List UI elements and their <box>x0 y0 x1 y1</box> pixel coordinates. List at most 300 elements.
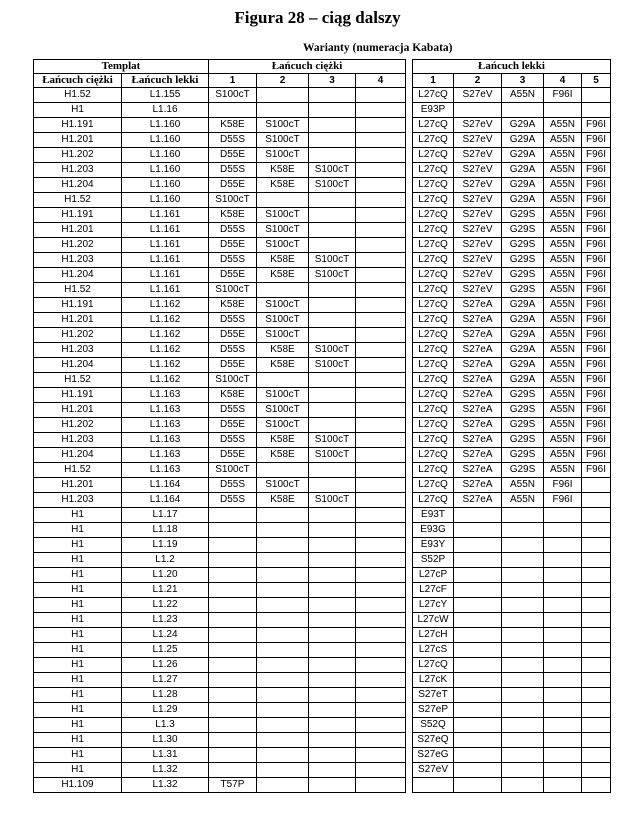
column-gap <box>406 253 413 268</box>
light-variant-cell <box>454 628 502 643</box>
heavy-variant-cell <box>309 568 356 583</box>
column-gap <box>406 223 413 238</box>
column-gap <box>406 88 413 103</box>
heavy-variant-cell <box>356 583 406 598</box>
light-variant-cell: F96I <box>582 133 611 148</box>
template-light-cell: L1.32 <box>122 778 209 793</box>
light-variant-cell: L27cK <box>413 673 454 688</box>
light-variant-cell <box>582 553 611 568</box>
column-gap <box>406 553 413 568</box>
template-light-cell: L1.163 <box>122 463 209 478</box>
light-variant-cell <box>502 568 544 583</box>
light-variant-cell: E93P <box>413 103 454 118</box>
heavy-col-header: 3 <box>309 74 356 88</box>
template-light-cell: L1.162 <box>122 358 209 373</box>
column-gap <box>406 403 413 418</box>
heavy-variant-cell: S100cT <box>309 178 356 193</box>
light-variant-cell: G29A <box>502 148 544 163</box>
light-variant-cell: S27eA <box>454 493 502 508</box>
heavy-variant-cell: S100cT <box>309 358 356 373</box>
table-row <box>34 298 611 313</box>
table-row <box>34 178 611 193</box>
light-variant-cell: L27cY <box>413 598 454 613</box>
light-variant-cell <box>544 763 582 778</box>
light-variant-cell: F96I <box>582 118 611 133</box>
heavy-variant-cell: D55S <box>209 223 257 238</box>
template-light-cell: L1.27 <box>122 673 209 688</box>
light-variant-cell <box>582 718 611 733</box>
column-gap <box>406 133 413 148</box>
light-variant-cell: E93Y <box>413 538 454 553</box>
heavy-variant-cell <box>356 733 406 748</box>
column-gap <box>406 733 413 748</box>
light-variant-cell: G29S <box>502 238 544 253</box>
heavy-variant-cell: K58E <box>257 448 309 463</box>
template-light-cell: L1.19 <box>122 538 209 553</box>
table-row <box>34 718 611 733</box>
light-variant-cell <box>544 778 582 793</box>
heavy-variant-cell <box>356 103 406 118</box>
template-light-cell: L1.162 <box>122 298 209 313</box>
heavy-variant-cell <box>209 748 257 763</box>
variants-light-chain-header: Łańcuch lekki <box>413 60 611 74</box>
heavy-variant-cell <box>309 778 356 793</box>
light-variant-cell <box>582 703 611 718</box>
light-variant-cell: S27eV <box>454 163 502 178</box>
heavy-variant-cell <box>309 733 356 748</box>
heavy-variant-cell: K58E <box>257 433 309 448</box>
light-variant-cell: G29A <box>502 373 544 388</box>
column-gap <box>406 283 413 298</box>
light-variant-cell <box>454 778 502 793</box>
table-row <box>34 388 611 403</box>
light-variant-cell: A55N <box>544 373 582 388</box>
template-heavy-cell: H1 <box>34 613 122 628</box>
template-light-cell: L1.16 <box>122 103 209 118</box>
table-row <box>34 538 611 553</box>
template-light-cell: L1.163 <box>122 448 209 463</box>
column-gap <box>406 60 413 74</box>
heavy-variant-cell <box>309 88 356 103</box>
heavy-variant-cell: S100cT <box>309 343 356 358</box>
heavy-variant-cell <box>209 763 257 778</box>
column-gap <box>406 688 413 703</box>
heavy-variant-cell <box>309 148 356 163</box>
table-row <box>34 163 611 178</box>
light-variant-cell <box>502 628 544 643</box>
template-heavy-cell: H1.201 <box>34 403 122 418</box>
light-variant-cell <box>544 508 582 523</box>
table-row <box>34 103 611 118</box>
light-variant-cell <box>582 613 611 628</box>
light-variant-cell: S27eV <box>454 193 502 208</box>
template-heavy-cell: H1.202 <box>34 328 122 343</box>
heavy-variant-cell <box>209 583 257 598</box>
table-row <box>34 328 611 343</box>
table-row <box>34 703 611 718</box>
template-heavy-cell: H1.204 <box>34 178 122 193</box>
light-variant-cell: F96I <box>582 268 611 283</box>
heavy-variant-cell <box>257 523 309 538</box>
template-heavy-cell: H1.203 <box>34 343 122 358</box>
heavy-variant-cell <box>257 508 309 523</box>
column-gap <box>406 583 413 598</box>
light-variant-cell: S27eA <box>454 418 502 433</box>
table-row <box>34 508 611 523</box>
template-heavy-cell: H1 <box>34 658 122 673</box>
light-variant-cell: A55N <box>544 388 582 403</box>
column-gap <box>406 703 413 718</box>
light-variant-cell: A55N <box>544 118 582 133</box>
table-row <box>34 553 611 568</box>
heavy-variant-cell: S100cT <box>257 388 309 403</box>
light-variant-cell <box>502 733 544 748</box>
heavy-variant-cell: D55S <box>209 343 257 358</box>
column-gap <box>406 673 413 688</box>
table-row <box>34 493 611 508</box>
template-light-cell: L1.30 <box>122 733 209 748</box>
heavy-variant-cell: S100cT <box>257 478 309 493</box>
heavy-variant-cell <box>356 118 406 133</box>
heavy-variant-cell <box>209 553 257 568</box>
template-light-chain-header: Łańcuch lekki <box>122 74 209 88</box>
table-row <box>34 133 611 148</box>
heavy-variant-cell <box>209 643 257 658</box>
light-variant-cell <box>454 613 502 628</box>
light-variant-cell: G29S <box>502 283 544 298</box>
templat-header: Templat <box>34 60 209 74</box>
light-variant-cell <box>454 508 502 523</box>
light-variant-cell: F96I <box>582 253 611 268</box>
template-light-cell: L1.24 <box>122 628 209 643</box>
light-variant-cell: S27eA <box>454 373 502 388</box>
template-light-cell: L1.164 <box>122 478 209 493</box>
heavy-variant-cell: D55S <box>209 313 257 328</box>
light-variant-cell: L27cQ <box>413 328 454 343</box>
template-light-cell: L1.20 <box>122 568 209 583</box>
light-variant-cell: L27cQ <box>413 403 454 418</box>
light-variant-cell: L27cQ <box>413 268 454 283</box>
light-variant-cell <box>502 553 544 568</box>
light-variant-cell: F96I <box>582 358 611 373</box>
template-heavy-cell: H1.201 <box>34 133 122 148</box>
light-variant-cell: A55N <box>544 193 582 208</box>
heavy-variant-cell: S100cT <box>209 88 257 103</box>
light-variant-cell: A55N <box>544 343 582 358</box>
table-row <box>34 238 611 253</box>
table-row <box>34 748 611 763</box>
template-heavy-cell: H1.201 <box>34 223 122 238</box>
light-variant-cell <box>502 673 544 688</box>
template-heavy-cell: H1.204 <box>34 358 122 373</box>
light-variant-cell: G29A <box>502 193 544 208</box>
table-row <box>34 628 611 643</box>
heavy-variant-cell <box>209 538 257 553</box>
heavy-variant-cell <box>356 478 406 493</box>
template-light-cell: L1.160 <box>122 148 209 163</box>
column-gap <box>406 463 413 478</box>
heavy-variant-cell <box>356 343 406 358</box>
light-variant-cell: F96I <box>582 298 611 313</box>
column-gap <box>406 373 413 388</box>
heavy-variant-cell <box>356 598 406 613</box>
template-light-cell: L1.160 <box>122 118 209 133</box>
light-variant-cell: L27cQ <box>413 478 454 493</box>
column-gap <box>406 748 413 763</box>
light-variant-cell: F96I <box>582 193 611 208</box>
table-row <box>34 403 611 418</box>
template-light-cell: L1.161 <box>122 208 209 223</box>
light-variant-cell: S27eV <box>454 88 502 103</box>
light-variant-cell <box>502 583 544 598</box>
light-variant-cell: S27eA <box>454 388 502 403</box>
heavy-variant-cell <box>356 508 406 523</box>
light-variant-cell <box>413 778 454 793</box>
heavy-variant-cell: D55E <box>209 418 257 433</box>
heavy-variant-cell: S100cT <box>209 463 257 478</box>
light-variant-cell: S27eA <box>454 463 502 478</box>
heavy-variant-cell: K58E <box>257 178 309 193</box>
light-variant-cell <box>454 553 502 568</box>
heavy-variant-cell <box>356 703 406 718</box>
light-variant-cell <box>502 748 544 763</box>
heavy-variant-cell: T57P <box>209 778 257 793</box>
light-variant-cell: A55N <box>544 163 582 178</box>
table-row <box>34 598 611 613</box>
template-light-cell: L1.160 <box>122 133 209 148</box>
light-variant-cell: F96I <box>582 403 611 418</box>
light-variant-cell: G29A <box>502 328 544 343</box>
template-light-cell: L1.31 <box>122 748 209 763</box>
heavy-variant-cell: S100cT <box>257 223 309 238</box>
heavy-variant-cell: S100cT <box>309 268 356 283</box>
template-heavy-cell: H1.201 <box>34 478 122 493</box>
heavy-variant-cell <box>257 583 309 598</box>
template-heavy-cell: H1.109 <box>34 778 122 793</box>
light-variant-cell: L27cQ <box>413 358 454 373</box>
light-variant-cell: S27eA <box>454 343 502 358</box>
heavy-variant-cell <box>309 313 356 328</box>
light-variant-cell <box>582 643 611 658</box>
light-variant-cell: G29A <box>502 343 544 358</box>
template-light-cell: L1.164 <box>122 493 209 508</box>
light-variant-cell <box>582 658 611 673</box>
light-variant-cell <box>582 673 611 688</box>
light-variant-cell: A55N <box>544 328 582 343</box>
heavy-variant-cell: D55S <box>209 478 257 493</box>
template-heavy-cell: H1.202 <box>34 238 122 253</box>
light-variant-cell <box>582 688 611 703</box>
light-variant-cell <box>544 103 582 118</box>
heavy-variant-cell <box>356 298 406 313</box>
heavy-variant-cell <box>257 283 309 298</box>
heavy-variant-cell <box>257 568 309 583</box>
variants-table <box>33 59 611 793</box>
heavy-col-header: 2 <box>257 74 309 88</box>
light-variant-cell <box>582 628 611 643</box>
light-variant-cell: S27eA <box>454 403 502 418</box>
template-light-cell: L1.161 <box>122 268 209 283</box>
light-variant-cell: G29A <box>502 358 544 373</box>
heavy-variant-cell: D55S <box>209 493 257 508</box>
heavy-variant-cell <box>356 328 406 343</box>
light-variant-cell: A55N <box>544 298 582 313</box>
light-variant-cell: L27cQ <box>413 373 454 388</box>
column-gap <box>406 238 413 253</box>
light-variant-cell: A55N <box>544 403 582 418</box>
template-light-cell: L1.160 <box>122 178 209 193</box>
template-heavy-cell: H1 <box>34 568 122 583</box>
template-light-cell: L1.28 <box>122 688 209 703</box>
light-variant-cell: F96I <box>582 388 611 403</box>
light-variant-cell: L27cQ <box>413 433 454 448</box>
light-variant-cell <box>502 688 544 703</box>
heavy-variant-cell: S100cT <box>257 133 309 148</box>
light-variant-cell: L27cQ <box>413 463 454 478</box>
light-variant-cell <box>544 643 582 658</box>
light-variant-cell: A55N <box>544 313 582 328</box>
light-variant-cell: L27cQ <box>413 238 454 253</box>
heavy-variant-cell <box>257 463 309 478</box>
heavy-variant-cell <box>356 688 406 703</box>
light-variant-cell: L27cQ <box>413 298 454 313</box>
light-variant-cell: G29S <box>502 403 544 418</box>
heavy-variant-cell <box>209 673 257 688</box>
light-variant-cell <box>454 103 502 118</box>
light-variant-cell: G29S <box>502 433 544 448</box>
heavy-variant-cell <box>257 778 309 793</box>
light-variant-cell <box>502 523 544 538</box>
table-row <box>34 208 611 223</box>
light-col-header: 3 <box>502 74 544 88</box>
light-variant-cell <box>454 598 502 613</box>
heavy-variant-cell: S100cT <box>257 418 309 433</box>
heavy-variant-cell <box>356 448 406 463</box>
heavy-variant-cell <box>309 403 356 418</box>
template-heavy-cell: H1.204 <box>34 448 122 463</box>
table-body <box>34 88 611 793</box>
light-variant-cell <box>454 658 502 673</box>
heavy-variant-cell: S100cT <box>257 298 309 313</box>
variants-heavy-chain-header: Łańcuch ciężki <box>209 60 406 74</box>
light-variant-cell <box>454 583 502 598</box>
heavy-variant-cell <box>309 688 356 703</box>
heavy-variant-cell <box>257 718 309 733</box>
template-light-cell: L1.18 <box>122 523 209 538</box>
heavy-variant-cell: S100cT <box>257 118 309 133</box>
heavy-variant-cell: K58E <box>257 343 309 358</box>
template-heavy-cell: H1.203 <box>34 433 122 448</box>
template-light-cell: L1.21 <box>122 583 209 598</box>
light-variant-cell: S27eA <box>454 328 502 343</box>
heavy-variant-cell <box>309 763 356 778</box>
heavy-variant-cell: S100cT <box>309 433 356 448</box>
light-variant-cell: S27eG <box>413 748 454 763</box>
heavy-variant-cell: S100cT <box>309 163 356 178</box>
column-gap <box>406 74 413 88</box>
table-header-group-row <box>34 60 611 74</box>
heavy-variant-cell <box>257 703 309 718</box>
template-light-cell: L1.163 <box>122 433 209 448</box>
light-variant-cell: L27cQ <box>413 418 454 433</box>
light-variant-cell: L27cQ <box>413 163 454 178</box>
column-gap <box>406 478 413 493</box>
heavy-variant-cell <box>309 208 356 223</box>
template-heavy-cell: H1 <box>34 598 122 613</box>
light-variant-cell <box>544 658 582 673</box>
light-variant-cell: L27cP <box>413 568 454 583</box>
heavy-variant-cell: S100cT <box>257 148 309 163</box>
light-variant-cell: G29S <box>502 268 544 283</box>
heavy-variant-cell <box>356 418 406 433</box>
heavy-variant-cell: S100cT <box>309 448 356 463</box>
light-variant-cell <box>544 568 582 583</box>
heavy-variant-cell <box>209 508 257 523</box>
light-variant-cell: S52P <box>413 553 454 568</box>
light-variant-cell: F96I <box>582 418 611 433</box>
column-gap <box>406 208 413 223</box>
template-light-cell: L1.163 <box>122 403 209 418</box>
light-variant-cell <box>502 778 544 793</box>
light-col-header: 5 <box>582 74 611 88</box>
light-variant-cell <box>502 508 544 523</box>
light-variant-cell: S27eV <box>454 148 502 163</box>
template-heavy-cell: H1.191 <box>34 208 122 223</box>
heavy-variant-cell: S100cT <box>257 208 309 223</box>
light-variant-cell <box>502 763 544 778</box>
template-heavy-cell: H1.191 <box>34 118 122 133</box>
light-variant-cell <box>544 583 582 598</box>
heavy-variant-cell <box>209 718 257 733</box>
light-variant-cell <box>544 553 582 568</box>
light-variant-cell <box>582 493 611 508</box>
light-variant-cell: A55N <box>544 208 582 223</box>
heavy-variant-cell <box>356 613 406 628</box>
light-variant-cell <box>454 733 502 748</box>
light-variant-cell: S52Q <box>413 718 454 733</box>
column-gap <box>406 328 413 343</box>
column-gap <box>406 343 413 358</box>
template-heavy-cell: H1 <box>34 718 122 733</box>
heavy-variant-cell <box>356 163 406 178</box>
template-light-cell: L1.29 <box>122 703 209 718</box>
light-variant-cell <box>454 568 502 583</box>
light-variant-cell <box>544 703 582 718</box>
column-gap <box>406 358 413 373</box>
column-gap <box>406 448 413 463</box>
light-variant-cell: E93G <box>413 523 454 538</box>
template-light-cell: L1.162 <box>122 328 209 343</box>
template-light-cell: L1.162 <box>122 373 209 388</box>
heavy-variant-cell <box>309 613 356 628</box>
light-variant-cell: G29S <box>502 463 544 478</box>
heavy-variant-cell <box>257 538 309 553</box>
heavy-variant-cell: D55S <box>209 163 257 178</box>
light-variant-cell: G29A <box>502 133 544 148</box>
heavy-col-header: 1 <box>209 74 257 88</box>
light-variant-cell: A55N <box>544 448 582 463</box>
heavy-variant-cell: D55E <box>209 448 257 463</box>
light-variant-cell: L27cQ <box>413 493 454 508</box>
table-row <box>34 343 611 358</box>
light-variant-cell: L27cH <box>413 628 454 643</box>
light-variant-cell <box>502 718 544 733</box>
light-variant-cell <box>502 643 544 658</box>
light-variant-cell: A55N <box>502 478 544 493</box>
light-variant-cell <box>582 583 611 598</box>
template-heavy-cell: H1.203 <box>34 493 122 508</box>
heavy-variant-cell <box>209 688 257 703</box>
